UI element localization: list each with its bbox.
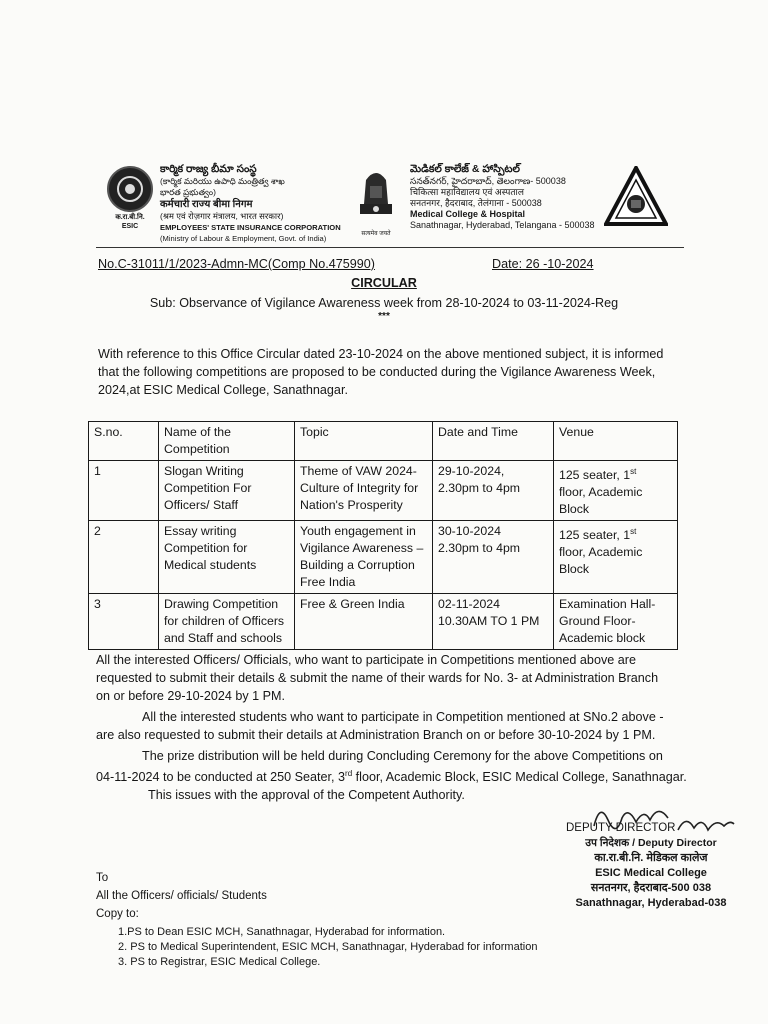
cell-sno: 1	[89, 461, 159, 521]
list-item: 2. PS to Medical Superintendent, ESIC MCH, Sanathnagar, Hyderabad for information	[118, 941, 538, 953]
logo-caption-hindi: क.रा.बी.नि.	[115, 214, 145, 221]
stamp-line-2: का.रा.बी.नि. मेडिकल कालेज	[594, 852, 708, 864]
esic-logo	[107, 166, 153, 231]
intro-line-2: that the following competitions are proposed to be conducted during the Vigilance Awareness Week,	[98, 365, 656, 379]
cell-topic: Free & Green India	[295, 594, 433, 650]
esic-emblem-icon	[107, 166, 153, 212]
ashoka-emblem-icon	[354, 164, 398, 226]
header-right-hindi-title: चिकित्सा महाविद्यालय एवं अस्पताल	[410, 187, 524, 197]
header-left-telugu-title: కార్మిక రాజ్య బీమా సంస్థ	[160, 163, 257, 175]
table-row	[89, 521, 678, 594]
cell-sno: 3	[89, 594, 159, 650]
intro-paragraph	[98, 345, 663, 399]
stamp-line-1: उप निदेशक / Deputy Director	[585, 837, 717, 849]
paragraph-students: All the interested students who want to participate in Competition mentioned at SNo.2 above - are also requested to submit their details at Administration Branch on or before 30-10-2024 by 1 PM.	[96, 710, 664, 742]
header-competition: Name of the Competition	[159, 422, 295, 461]
table-header-row	[89, 422, 678, 461]
header-right-telugu-title: మెడికల్ కాలేజ్ & హాస్పిటల్	[410, 163, 520, 175]
copy-to-label: Copy to:	[96, 908, 139, 920]
header-left-hindi-title: कर्मचारी राज्य बीमा निगम	[160, 199, 253, 210]
triangle-college-logo-icon	[604, 166, 668, 228]
header-topic: Topic	[295, 422, 433, 461]
cell-sno: 2	[89, 521, 159, 594]
to-recipients: All the Officers/ officials/ Students	[96, 890, 267, 902]
cell-venue: Examination Hall- Ground Floor- Academic block	[554, 594, 678, 650]
header-sno: S.no.	[89, 422, 159, 461]
table-row	[89, 461, 678, 521]
cell-topic: Youth engagement in Vigilance Awareness – Building a Corruption Free India	[295, 521, 433, 594]
header-right-telugu-sub: సనత్‌నగర్, హైదరాబాద్, తెలంగాణ- 500038	[410, 176, 566, 186]
cell-date-time: 30-10-2024 2.30pm to 4pm	[433, 521, 554, 594]
header-right-english-title: Medical College & Hospital	[410, 209, 526, 219]
college-logo	[604, 166, 668, 233]
cell-competition: Essay writing Competition for Medical students	[159, 521, 295, 594]
competitions-table	[88, 421, 678, 650]
header-right-english-sub: Sanathnagar, Hyderabad, Telangana - 500038	[410, 220, 595, 230]
reference-number: No.C-31011/1/2023-Admn-MC(Comp No.475990)	[98, 257, 375, 271]
cell-competition: Drawing Competition for children of Officers and Staff and schools	[159, 594, 295, 650]
header-left-english-title: EMPLOYEES' STATE INSURANCE CORPORATION	[160, 223, 341, 232]
header-left-telugu-sub1: (కార్మిక మరియు ఉపాధి మంత్రిత్వ శాఖ	[160, 176, 285, 186]
circular-date: Date: 26 -10-2024	[492, 257, 594, 271]
header-left-hindi-sub: (श्रम एवं रोज़गार मंत्रालय, भारत सरकार)	[160, 211, 284, 221]
header-date-time: Date and Time	[433, 422, 554, 461]
signatory-block	[566, 822, 736, 911]
national-emblem	[349, 164, 403, 238]
cell-competition: Slogan Writing Competition For Officers/ Staff	[159, 461, 295, 521]
paragraph-prize: The prize distribution will be held during Concluding Ceremony for the above Competitions on 04-11-2024 to be conducted at 250 Seater, 3rd floor, Academic Block, ESIC Medical College, Sanathnagar.	[96, 749, 687, 785]
header-right-text	[410, 163, 594, 231]
emblem-caption: सत्यमेव जयते	[361, 231, 391, 237]
cell-date-time: 02-11-2024 10.30AM TO 1 PM	[433, 594, 554, 650]
logo-caption-esic: ESIC	[121, 223, 139, 230]
to-label: To	[96, 872, 109, 884]
header-venue: Venue	[554, 422, 678, 461]
paragraph-officers: All the interested Officers/ Officials, who want to participate in Competitions mentioned above are requested to submit their details & submit the name of their wards for No. 3- at Administration Branch on or before 29-10-2024 by 1 PM.	[96, 653, 659, 703]
paragraph-approval: This issues with the approval of the Competent Authority.	[148, 788, 465, 802]
circular-heading: CIRCULAR	[351, 276, 417, 290]
cell-topic: Theme of VAW 2024- Culture of Integrity for Nation's Prosperity	[295, 461, 433, 521]
cell-venue: 125 seater, 1st floor, Academic Block	[554, 461, 678, 521]
intro-line-1: With reference to this Office Circular dated 23-10-2024 on the above mentioned subject, it is informed	[98, 347, 664, 361]
list-item: 3. PS to Registrar, ESIC Medical College.	[118, 956, 321, 968]
cell-venue: 125 seater, 1st floor, Academic Block	[554, 521, 678, 594]
header-left-text	[160, 163, 341, 244]
stamp-line-3: ESIC Medical College	[595, 867, 707, 879]
intro-line-3: 2024,at ESIC Medical College, Sanathnagar.	[98, 383, 348, 397]
header-left-telugu-sub2: భారత ప్రభుత్వం)	[160, 187, 216, 197]
header-rule	[96, 247, 684, 248]
header-left-english-sub: (Ministry of Labour & Employment, Govt. of India)	[160, 234, 327, 243]
copy-list	[118, 925, 537, 970]
header-right-hindi-sub: सनतनगर, हैदराबाद, तेलंगाना - 500038	[410, 198, 542, 208]
signatory-title: DEPUTY DIRECTOR	[566, 822, 676, 834]
stamp-line-4: सनतनगर, हैदराबाद-500 038	[590, 882, 712, 894]
subject-stars: ***	[378, 311, 390, 322]
table-row	[89, 594, 678, 650]
list-item: 1.PS to Dean ESIC MCH, Sanathnagar, Hyderabad for information.	[118, 926, 446, 938]
circular-subject: Sub: Observance of Vigilance Awareness week from 28-10-2024 to 03-11-2024-Reg	[149, 296, 619, 310]
cell-date-time: 29-10-2024, 2.30pm to 4pm	[433, 461, 554, 521]
stamp-line-5: Sanathnagar, Hyderabad-038	[575, 897, 727, 909]
